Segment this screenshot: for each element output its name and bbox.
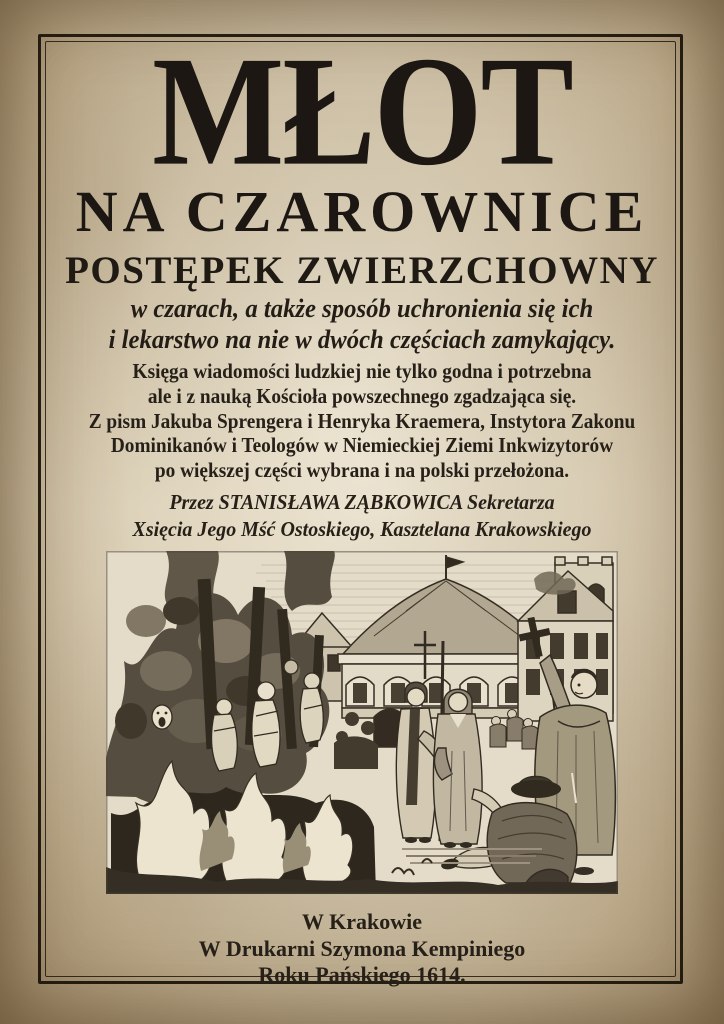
byline xyxy=(18,489,706,542)
imprint-line: W Drukarni Szymona Kempiniego xyxy=(198,935,526,961)
tagline-line: i lekarstwo na nie w dwóch częściach zamykający. xyxy=(108,324,616,354)
description-line: Księga wiadomości ludzkiej nie tylko godna i potrzebna xyxy=(132,359,592,384)
tagline xyxy=(18,294,706,355)
description-line: Z pism Jakuba Sprengera i Henryka Kraemera, Instytora Zakonu xyxy=(88,408,636,433)
byline-line: Przez STANISŁAWA ZĄBKOWICA Sekretarza xyxy=(169,490,555,515)
series-title: POSTĘPEK ZWIERZCHOWNY xyxy=(65,249,659,293)
description-line: Dominikanów i Teologów w Niemieckiej Ziemi Inkwizytorów xyxy=(110,433,614,458)
tagline-line: w czarach, a także sposób uchronienia się ich xyxy=(130,294,594,324)
page-title: MŁOT xyxy=(152,24,572,199)
description-block xyxy=(29,359,695,482)
imprint-line: W Krakowie xyxy=(302,909,422,935)
byline-line: Xsięcia Jego Mść Ostoskiego, Kasztelana Krakowskiego xyxy=(132,516,592,541)
page-subtitle: NA CZAROWNICE xyxy=(75,179,649,245)
imprint-line: Roku Pańskiego 1614. xyxy=(258,961,466,987)
description-line: ale i z nauką Kościoła powszechnego zgadzająca się. xyxy=(147,384,577,409)
witch-burning-engraving xyxy=(106,551,618,894)
description-line: po większej części wybrana i na polski przełożona. xyxy=(154,457,570,482)
imprint xyxy=(0,909,724,988)
